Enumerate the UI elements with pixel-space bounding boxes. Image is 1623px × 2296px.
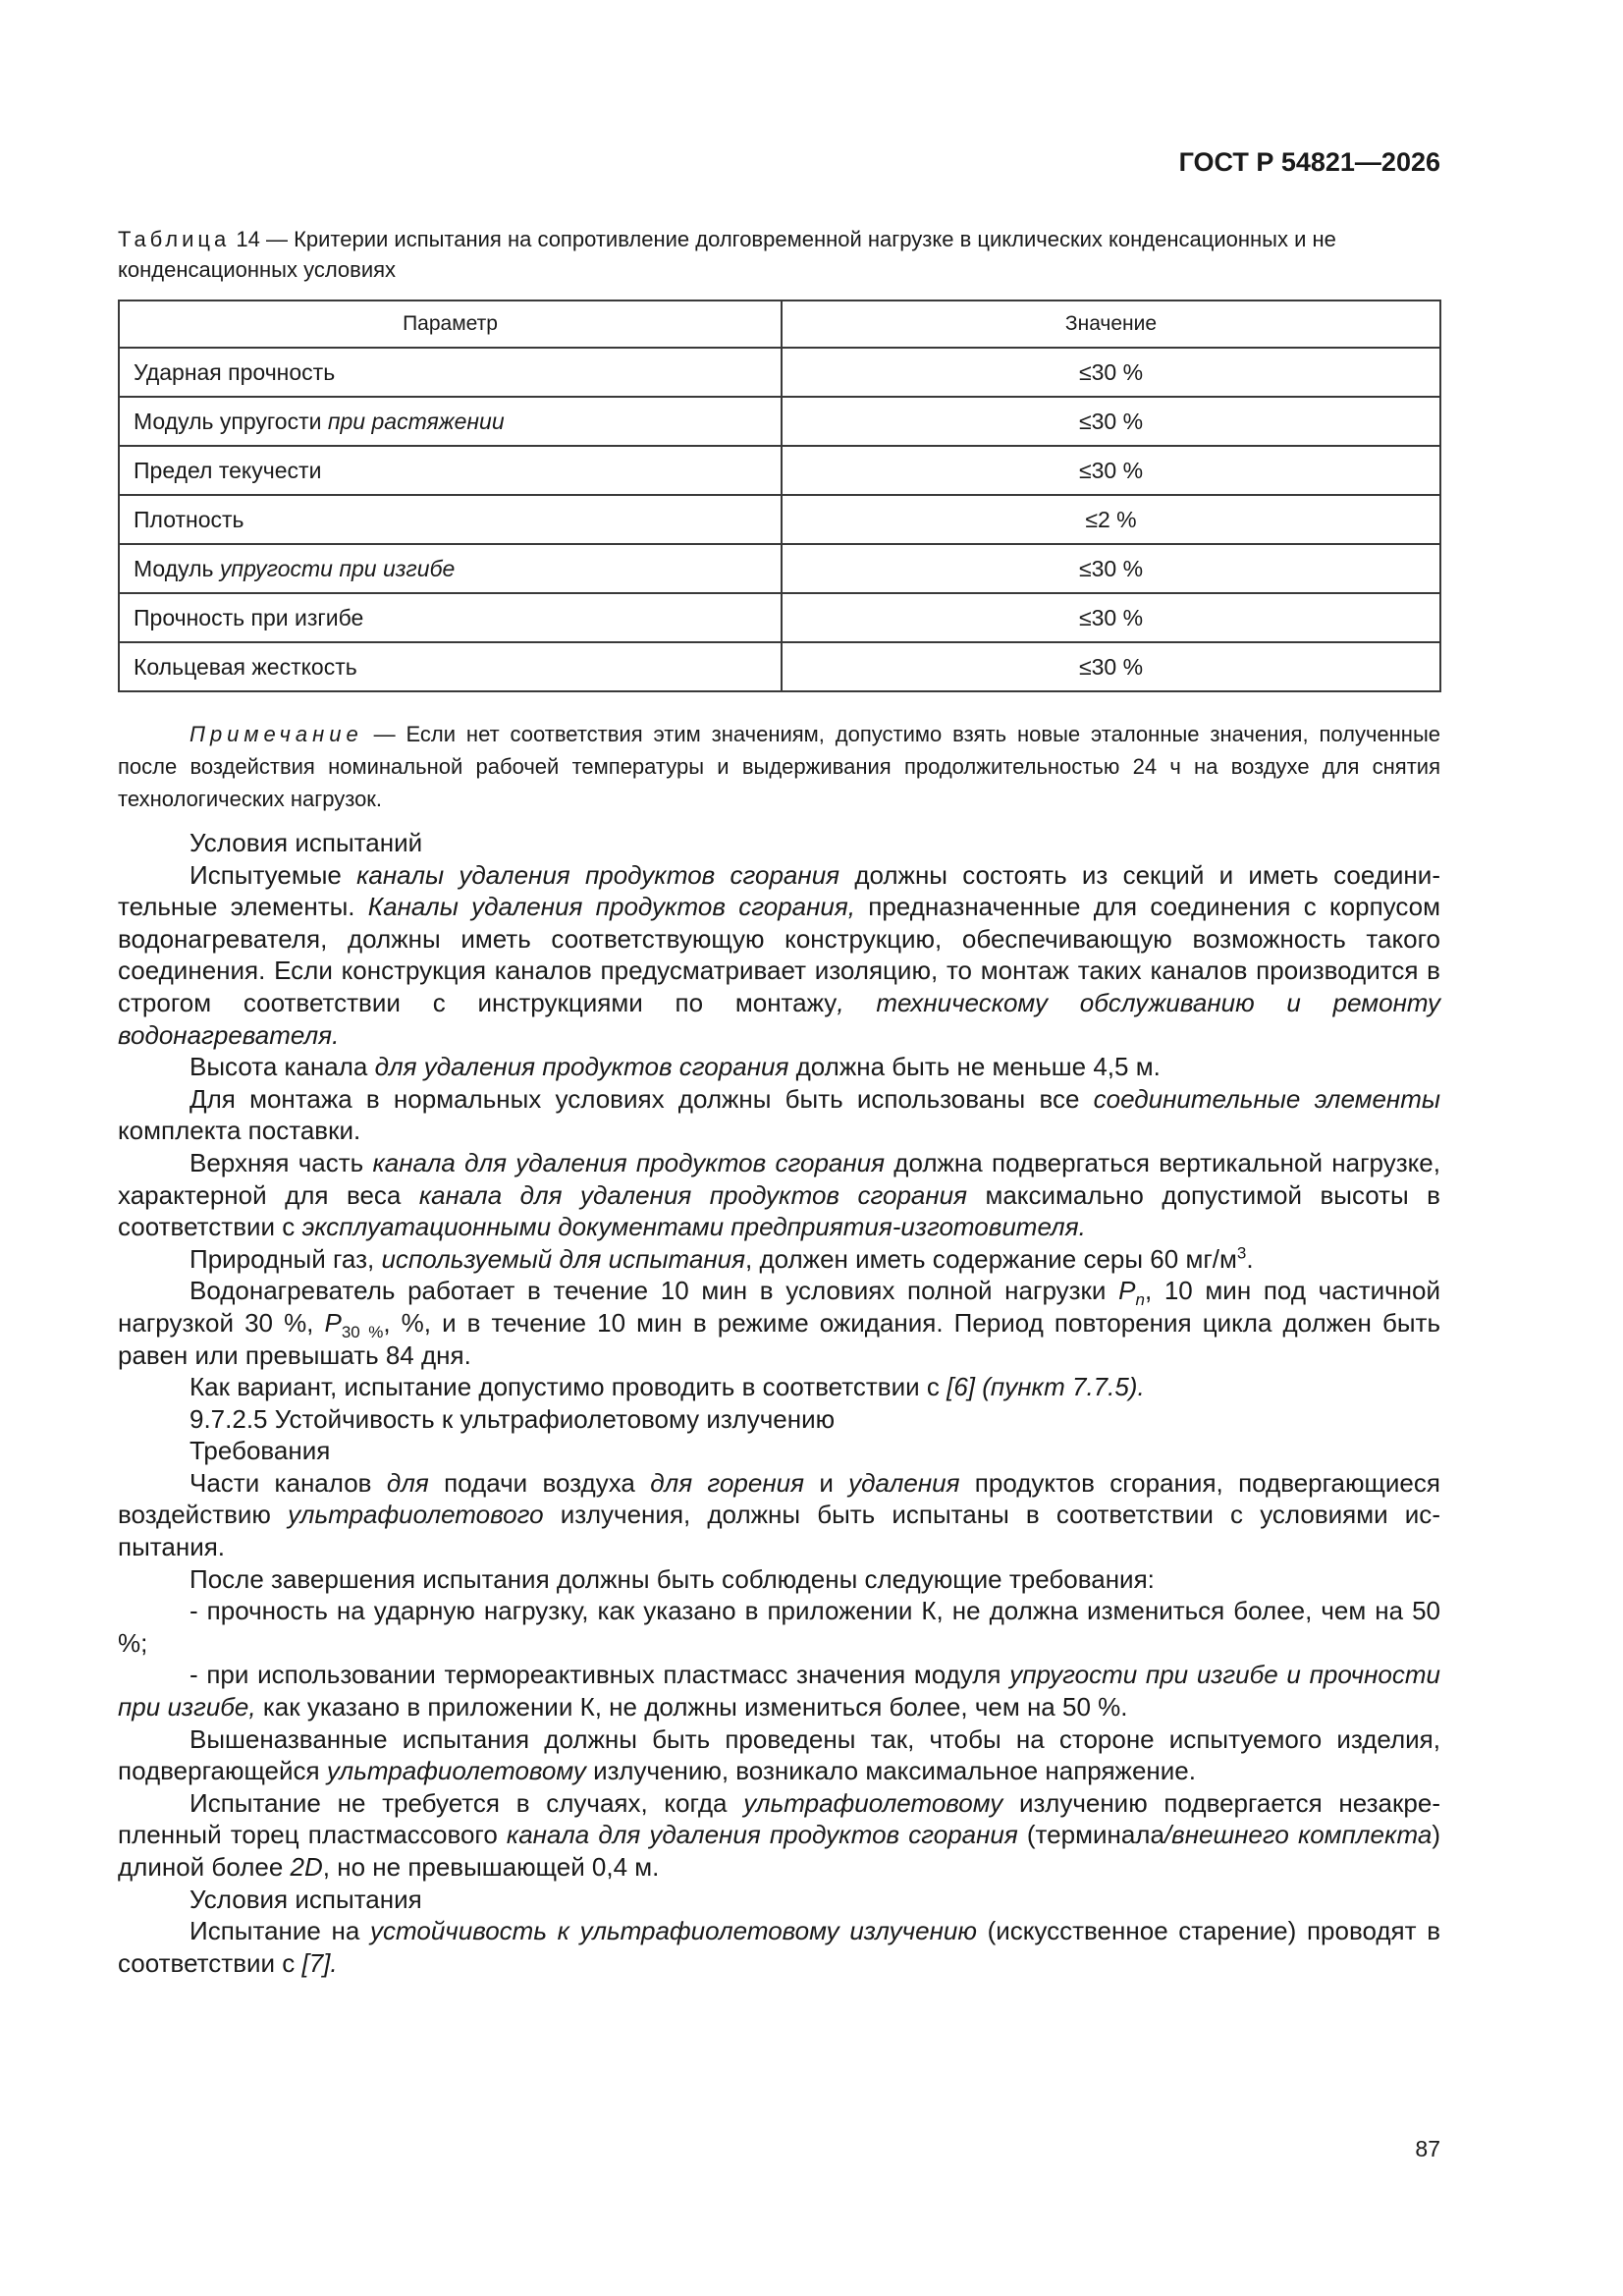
param-text: Модуль xyxy=(134,555,220,581)
text: Водонагреватель работает в течение 10 мин в условиях полной нагрузки xyxy=(189,1276,1119,1306)
table-row xyxy=(119,397,1440,446)
column-header-value: Значение xyxy=(782,301,1440,348)
note-label: Примечание xyxy=(189,722,363,746)
value-cell: ≤30 % xyxy=(782,642,1440,691)
paragraph xyxy=(118,1275,1440,1371)
table-row xyxy=(119,446,1440,495)
text: , %, и в течение 10 мин в режиме ожидания. Период повторения цикла должен быть равен или превышать 84 дня. xyxy=(118,1307,1440,1370)
value-cell: ≤30 % xyxy=(782,397,1440,446)
text-italic: устойчивость к ультрафиолетовому излучению xyxy=(370,1916,977,1946)
text: излучения, должны быть испытаны в соответствии с условиями испытания. xyxy=(118,1500,1440,1562)
paragraph: Условия испытаний xyxy=(189,828,423,857)
list-item xyxy=(118,1659,1440,1722)
symbol-italic: P xyxy=(324,1307,342,1338)
reference-italic: [7]. xyxy=(301,1947,338,1978)
text: комплекта поставки. xyxy=(118,1116,361,1146)
param-cell xyxy=(119,397,782,446)
superscript: 3 xyxy=(1236,1243,1247,1263)
subscript: 30 % xyxy=(341,1323,384,1342)
table-row xyxy=(119,544,1440,593)
text: Части каналов xyxy=(189,1467,387,1498)
criteria-table xyxy=(118,300,1441,692)
text: Испытуемые xyxy=(189,859,357,890)
text: должна подвергаться вертикальной нагрузке, характерной для веса xyxy=(118,1147,1440,1210)
text: (терминала xyxy=(1017,1820,1164,1850)
text-italic: используемый для испытания xyxy=(381,1243,745,1274)
text-italic: эксплуатационными документами предприятия-изготовителя. xyxy=(301,1212,1086,1242)
page-number: 87 xyxy=(1415,2136,1440,2161)
paragraph xyxy=(118,1467,1440,1563)
text: Высота канала xyxy=(189,1052,375,1082)
paragraph xyxy=(118,859,1440,1052)
paragraph xyxy=(118,1147,1440,1243)
text: излучению подвергается незакрепленный торец пластмассового xyxy=(118,1787,1440,1850)
text: Испытание не требуется в случаях, когда xyxy=(189,1787,744,1818)
value-cell: ≤30 % xyxy=(782,348,1440,397)
param-cell: Прочность при изгибе xyxy=(119,593,782,642)
document-code: ГОСТ Р 54821—2026 xyxy=(1178,147,1440,177)
text: Для монтажа в нормальных условиях должны быть использованы все xyxy=(189,1083,1094,1114)
text-italic: канала для удаления продуктов сгорания xyxy=(372,1147,886,1177)
text: максимально допустимой высоты в соответствии с xyxy=(118,1179,1440,1242)
note-text: — Если нет соответствия этим значениям, допустимо взять новые эталонные значения, полученные после воздействия номинальной рабочей температуры и выдерживания продолжительностью 24 ч на воздухе для снятия технологических нагрузок. xyxy=(118,722,1440,811)
param-text: Модуль упругости xyxy=(134,408,328,434)
text: ) длиной более xyxy=(118,1820,1441,1882)
table-row xyxy=(119,593,1440,642)
paragraph xyxy=(118,1243,1440,1276)
subscript: n xyxy=(1135,1290,1145,1310)
text: Природный газ, xyxy=(189,1243,382,1274)
value-cell: ≤30 % xyxy=(782,593,1440,642)
text: Как вариант, испытание допустимо проводить в соответствии с xyxy=(189,1372,947,1402)
text: Испытание на xyxy=(189,1916,371,1946)
text: продуктов сгорания, подвергающиеся воздействию xyxy=(118,1467,1440,1530)
table-caption-label: Таблица xyxy=(118,227,231,251)
text: , должен иметь содержание серы 60 мг/м xyxy=(745,1243,1237,1274)
symbol-italic: P xyxy=(1118,1276,1136,1306)
text-italic: соединительные элементы xyxy=(1093,1083,1440,1114)
table-header-row xyxy=(119,301,1440,348)
text-italic: ультрафиолетовому xyxy=(326,1756,586,1786)
paragraph xyxy=(118,1723,1440,1787)
text-italic: ультрафиолетовому xyxy=(743,1787,1003,1818)
paragraph: Условия испытания xyxy=(189,1884,422,1914)
paragraph: Требования xyxy=(189,1436,331,1466)
text: как указано в приложении К, не должны измениться более, чем на 50 %. xyxy=(255,1692,1128,1722)
param-cell: Плотность xyxy=(119,495,782,544)
text-italic: для xyxy=(386,1467,429,1498)
text-italic: ультрафиолетового xyxy=(288,1500,544,1530)
section-heading: 9.7.2.5 Устойчивость к ультрафиолетовому излучению xyxy=(189,1403,836,1434)
text: . xyxy=(1246,1243,1254,1274)
text: Верхняя часть xyxy=(189,1147,373,1177)
reference-italic: [6] (пункт 7.7.5). xyxy=(947,1372,1145,1402)
param-cell: Ударная прочность xyxy=(119,348,782,397)
body-text xyxy=(118,827,1440,1979)
text-italic: канала для удаления продуктов сгорания xyxy=(418,1179,968,1210)
paragraph xyxy=(118,1915,1440,1979)
table-caption xyxy=(118,224,1440,285)
paragraph xyxy=(118,1083,1440,1147)
param-cell: Кольцевая жесткость xyxy=(119,642,782,691)
value-cell: ≤2 % xyxy=(782,495,1440,544)
text: Вышеназванные испытания должны быть проведены так, чтобы на стороне испытуемого изделия, подвергающейся xyxy=(118,1723,1440,1786)
text: - при использовании термореактивных пластмасс значения модуля xyxy=(189,1660,1010,1690)
value-cell: ≤30 % xyxy=(782,544,1440,593)
text: предназначенные для соединения с корпусом водонагревателя, должны иметь соответствующую конструкцию, обеспечивающую возможность такого соединения. Если конструкция каналов предусматривает изоляцию, то монтаж таких каналов производится в строгом соответствии с инструкциями по монтажу xyxy=(118,892,1440,1017)
text: , 10 мин под частичной нагрузкой 30 %, xyxy=(118,1276,1440,1338)
text-italic: для горения xyxy=(650,1467,804,1498)
text-italic: 2D xyxy=(290,1852,323,1882)
paragraph xyxy=(118,1051,1440,1083)
text: излучению, возникало максимальное напряжение. xyxy=(585,1756,1196,1786)
text: должна быть не меньше 4,5 м. xyxy=(788,1052,1161,1082)
text-italic: Каналы удаления продуктов сгорания, xyxy=(367,892,856,922)
text: , но не превышающей 0,4 м. xyxy=(322,1852,660,1882)
text: подачи воздуха xyxy=(428,1467,651,1498)
text-italic: /внешнего комплекта xyxy=(1163,1820,1433,1850)
text-italic: удаления xyxy=(848,1467,960,1498)
table-caption-text: 14 — Критерии испытания на сопротивление долговременной нагрузке в циклических конденсационных и не конденсационных условиях xyxy=(118,227,1336,282)
text: и xyxy=(804,1467,849,1498)
text: (искусственное старение) проводят в соответствии с xyxy=(118,1916,1441,1978)
param-cell: Предел текучести xyxy=(119,446,782,495)
value-cell: ≤30 % xyxy=(782,446,1440,495)
text-italic: упругости при изгибе и прочности при изгибе, xyxy=(118,1660,1440,1722)
column-header-parameter: Параметр xyxy=(119,301,782,348)
table-row xyxy=(119,642,1440,691)
text-italic: канала для удаления продуктов сгорания xyxy=(506,1820,1018,1850)
paragraph xyxy=(118,1787,1440,1884)
text-italic: для удаления продуктов сгорания xyxy=(374,1052,789,1082)
param-text-italic: при растяжении xyxy=(327,408,505,434)
text-italic: , техническому обслуживанию и ремонту водонагревателя. xyxy=(118,987,1440,1050)
text: должны состоять из секций и иметь соединительные элементы. xyxy=(118,859,1440,922)
param-cell xyxy=(119,544,782,593)
paragraph xyxy=(118,1371,1440,1403)
param-text-italic: упругости при изгибе xyxy=(219,555,456,581)
table-note xyxy=(118,718,1440,815)
text-italic: каналы удаления продуктов сгорания xyxy=(356,859,840,890)
list-item: - прочность на ударную нагрузку, как указано в приложении К, не должна измениться более, чем на 50 %; xyxy=(118,1596,1440,1658)
table-row xyxy=(119,495,1440,544)
table-row xyxy=(119,348,1440,397)
paragraph: После завершения испытания должны быть соблюдены следующие требования: xyxy=(189,1563,1155,1594)
